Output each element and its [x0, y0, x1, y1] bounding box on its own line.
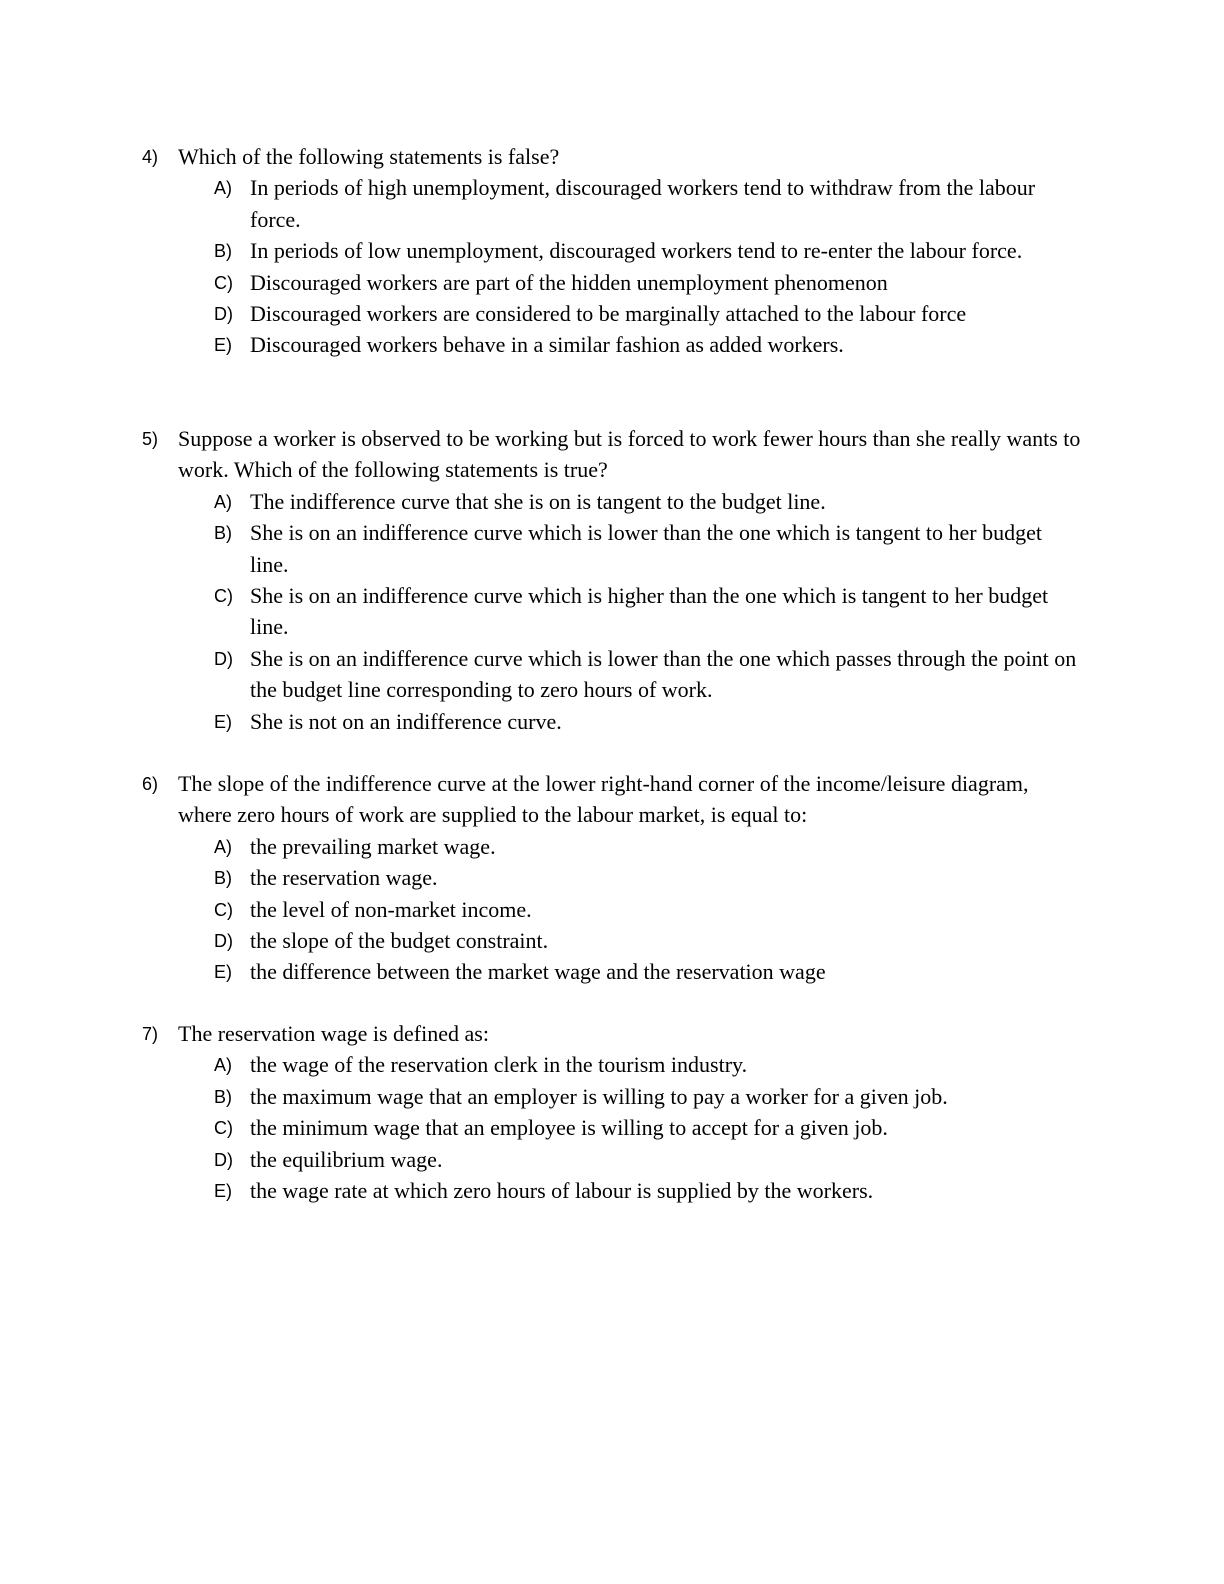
answer-option-a [214, 831, 1082, 862]
answer-option-b [214, 1081, 1082, 1112]
answer-option-b [214, 862, 1082, 893]
option-text: In periods of high unemployment, discouraged workers tend to withdraw from the labour force. [250, 175, 1036, 232]
question-6 [142, 768, 1082, 988]
option-letter: D) [214, 1149, 233, 1170]
answer-option-a [214, 1049, 1082, 1080]
option-text: Discouraged workers are considered to be marginally attached to the labour force [250, 301, 967, 327]
option-letter: B) [214, 523, 232, 544]
option-letter: D) [214, 304, 233, 325]
option-text: In periods of low unemployment, discouraged workers tend to re-enter the labour force. [250, 238, 1023, 264]
question-5 [142, 423, 1082, 737]
option-text: She is on an indifference curve which is lower than the one which is tangent to her budget line. [250, 520, 1042, 577]
answer-options [142, 1049, 1082, 1206]
option-letter: E) [214, 1181, 232, 1202]
option-text: the maximum wage that an employer is willing to pay a worker for a given job. [250, 1083, 948, 1109]
answer-option-c [214, 894, 1082, 925]
option-letter: A) [214, 1055, 232, 1076]
answer-option-a [214, 486, 1082, 517]
answer-option-e [214, 329, 1082, 360]
answer-option-c [214, 1112, 1082, 1143]
option-text: The indifference curve that she is on is tangent to the budget line. [250, 488, 826, 514]
answer-options [142, 831, 1082, 988]
question-4 [142, 141, 1082, 361]
answer-option-e [214, 1175, 1082, 1206]
question-text: Suppose a worker is observed to be working but is forced to work fewer hours than she really wants to work. Which of the following statements is true? [178, 426, 1081, 483]
option-letter: C) [214, 586, 233, 607]
option-text: the equilibrium wage. [250, 1146, 443, 1172]
option-letter: C) [214, 272, 233, 293]
option-letter: D) [214, 931, 233, 952]
answer-option-d [214, 925, 1082, 956]
option-text: the wage of the reservation clerk in the tourism industry. [250, 1052, 748, 1078]
answer-option-b [214, 235, 1082, 266]
answer-option-a [214, 172, 1082, 235]
option-letter: E) [214, 711, 232, 732]
answer-option-b [214, 517, 1082, 580]
answer-options [142, 486, 1082, 737]
option-letter: A) [214, 836, 232, 857]
question-text: The slope of the indifference curve at the lower right-hand corner of the income/leisure diagram, where zero hours of work are supplied to the labour market, is equal to: [178, 771, 1029, 828]
option-text: the slope of the budget constraint. [250, 928, 549, 954]
option-letter: B) [214, 241, 232, 262]
question-7 [142, 1018, 1082, 1206]
option-text: She is on an indifference curve which is higher than the one which is tangent to her budget line. [250, 583, 1049, 640]
question-number: 6) [142, 774, 159, 794]
option-letter: A) [214, 178, 232, 199]
option-text: the minimum wage that an employee is willing to accept for a given job. [250, 1115, 888, 1141]
option-letter: C) [214, 1118, 233, 1139]
option-text: She is on an indifference curve which is lower than the one which passes through the point on the budget line corresponding to zero hours of work. [250, 645, 1077, 703]
option-letter: C) [214, 899, 233, 920]
option-letter: B) [214, 1086, 232, 1107]
answer-option-d [214, 298, 1082, 329]
answer-option-c [214, 267, 1082, 298]
option-text: the level of non-market income. [250, 896, 532, 922]
option-letter: B) [214, 868, 232, 889]
answer-option-d [214, 1144, 1082, 1175]
answer-option-d [214, 643, 1082, 706]
question-number: 4) [142, 147, 159, 167]
answer-option-e [214, 706, 1082, 737]
option-text: Discouraged workers are part of the hidden unemployment phenomenon [250, 269, 888, 295]
option-letter: D) [214, 648, 233, 669]
question-text: The reservation wage is defined as: [178, 1021, 489, 1046]
option-text: the reservation wage. [250, 865, 438, 891]
answer-options [142, 172, 1082, 360]
option-letter: A) [214, 491, 232, 512]
option-text: the difference between the market wage and the reservation wage [250, 959, 826, 985]
option-text: the prevailing market wage. [250, 833, 496, 859]
option-letter: E) [214, 335, 232, 356]
question-number: 5) [142, 429, 159, 449]
option-text: Discouraged workers behave in a similar fashion as added workers. [250, 332, 844, 358]
question-number: 7) [142, 1024, 159, 1044]
option-text: the wage rate at which zero hours of labour is supplied by the workers. [250, 1178, 874, 1204]
option-letter: E) [214, 962, 232, 983]
option-text: She is not on an indifference curve. [250, 708, 562, 734]
answer-option-c [214, 580, 1082, 643]
question-text: Which of the following statements is false? [178, 144, 560, 169]
answer-option-e [214, 956, 1082, 987]
